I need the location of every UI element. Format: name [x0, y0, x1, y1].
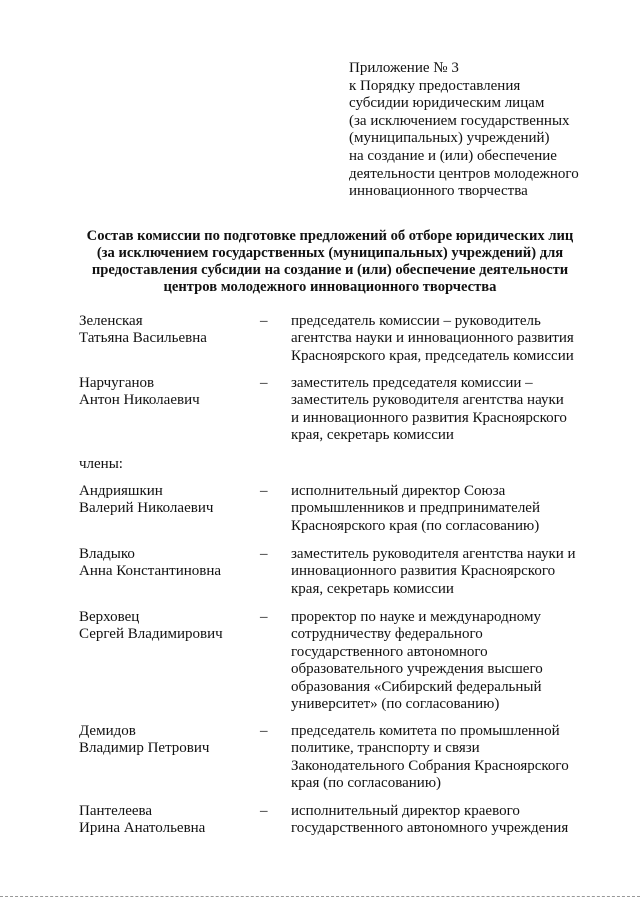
- person-role: [291, 313, 611, 365]
- dash-separator: –: [260, 546, 268, 562]
- role-line: политике, транспорту и связи: [291, 740, 480, 757]
- person-given-name: Татьяна Васильевна: [79, 330, 207, 347]
- appendix-line: (за исключением государственных: [349, 112, 570, 129]
- role-line: исполнительный директор Союза: [291, 483, 506, 499]
- role-line: заместитель руководителя агентства науки: [291, 392, 564, 409]
- members-label: члены:: [79, 456, 123, 472]
- role-line: университет» (по согласованию): [291, 696, 500, 713]
- role-line: промышленников и предпринимателей: [291, 500, 540, 517]
- role-line: инновационного развития Красноярского: [291, 563, 556, 580]
- role-line: председатель комиссии – руководитель: [291, 313, 541, 329]
- role-line: края, секретарь комиссии: [291, 580, 454, 597]
- role-line: председатель комитета по промышленной: [291, 723, 560, 739]
- role-line: Красноярского края (по согласованию): [291, 517, 540, 534]
- person-role: [291, 723, 611, 793]
- role-line: исполнительный директор краевого: [291, 803, 520, 819]
- person-given-name: Сергей Владимирович: [79, 626, 223, 643]
- person-name: [79, 483, 259, 518]
- appendix-line: инновационного творчества: [349, 183, 528, 200]
- person-name: [79, 375, 259, 410]
- appendix-line: субсидии юридическим лицам: [349, 95, 545, 112]
- person-name: [79, 313, 259, 348]
- person-role: [291, 483, 611, 535]
- role-line: сотрудничеству федерального: [291, 626, 483, 643]
- role-line: государственного автономного: [291, 643, 488, 660]
- person-given-name: Ирина Анатольевна: [79, 820, 206, 837]
- role-line: проректор по науке и международному: [291, 609, 541, 625]
- person-name: [79, 546, 259, 581]
- title-line: предоставления субсидии на создание и (или) обеспечение деятельности: [91, 262, 569, 278]
- person-given-name: Владимир Петрович: [79, 740, 210, 757]
- role-line: и инновационного развития Красноярского: [291, 409, 567, 426]
- role-line: образования «Сибирский федеральный: [291, 678, 542, 695]
- person-surname: Андрияшкин: [79, 483, 163, 499]
- role-line: Законодательного Собрания Красноярского: [291, 757, 569, 774]
- dash-separator: –: [260, 609, 268, 625]
- role-line: образовательного учреждения высшего: [291, 661, 543, 678]
- appendix-line: (муниципальных) учреждений): [349, 130, 550, 147]
- role-line: заместитель председателя комиссии –: [291, 375, 533, 391]
- role-line: края (по согласованию): [291, 775, 442, 792]
- appendix-line: деятельности центров молодежного: [349, 165, 579, 182]
- person-surname: Нарчуганов: [79, 375, 155, 391]
- person-role: [291, 803, 611, 838]
- person-surname: Пантелеева: [79, 803, 153, 819]
- role-line: агентства науки и инновационного развития: [291, 330, 574, 347]
- dash-separator: –: [260, 375, 268, 391]
- role-line: заместитель руководителя агентства науки и: [291, 546, 576, 562]
- person-name: [79, 609, 259, 644]
- dash-separator: –: [260, 483, 268, 499]
- person-surname: Зеленская: [79, 313, 143, 329]
- person-given-name: Антон Николаевич: [79, 392, 200, 409]
- person-surname: Демидов: [79, 723, 136, 739]
- person-surname: Верховец: [79, 609, 140, 625]
- person-given-name: Анна Константиновна: [79, 563, 222, 580]
- document-title: [60, 228, 600, 296]
- appendix-line: на создание и (или) обеспечение: [349, 147, 557, 164]
- person-role: [291, 375, 611, 445]
- appendix-header: [349, 60, 619, 201]
- dash-separator: –: [260, 723, 268, 739]
- appendix-line: Приложение № 3: [349, 60, 459, 76]
- role-line: государственного автономного учреждения: [291, 820, 569, 837]
- person-name: [79, 723, 259, 758]
- role-line: края, секретарь комиссии: [291, 427, 454, 444]
- dash-separator: –: [260, 803, 268, 819]
- title-line: центров молодежного инновационного творчества: [163, 279, 497, 295]
- person-given-name: Валерий Николаевич: [79, 500, 214, 517]
- person-surname: Владыко: [79, 546, 135, 562]
- appendix-line: к Порядку предоставления: [349, 77, 521, 94]
- person-name: [79, 803, 259, 838]
- person-role: [291, 609, 611, 713]
- dash-separator: –: [260, 313, 268, 329]
- scan-edge-divider: [0, 896, 640, 898]
- role-line: Красноярского края, председатель комиссии: [291, 347, 574, 364]
- person-role: [291, 546, 611, 598]
- title-line: Состав комиссии по подготовке предложений об отборе юридических лиц: [86, 228, 574, 244]
- title-line: (за исключением государственных (муниципальных) учреждений) для: [96, 245, 564, 261]
